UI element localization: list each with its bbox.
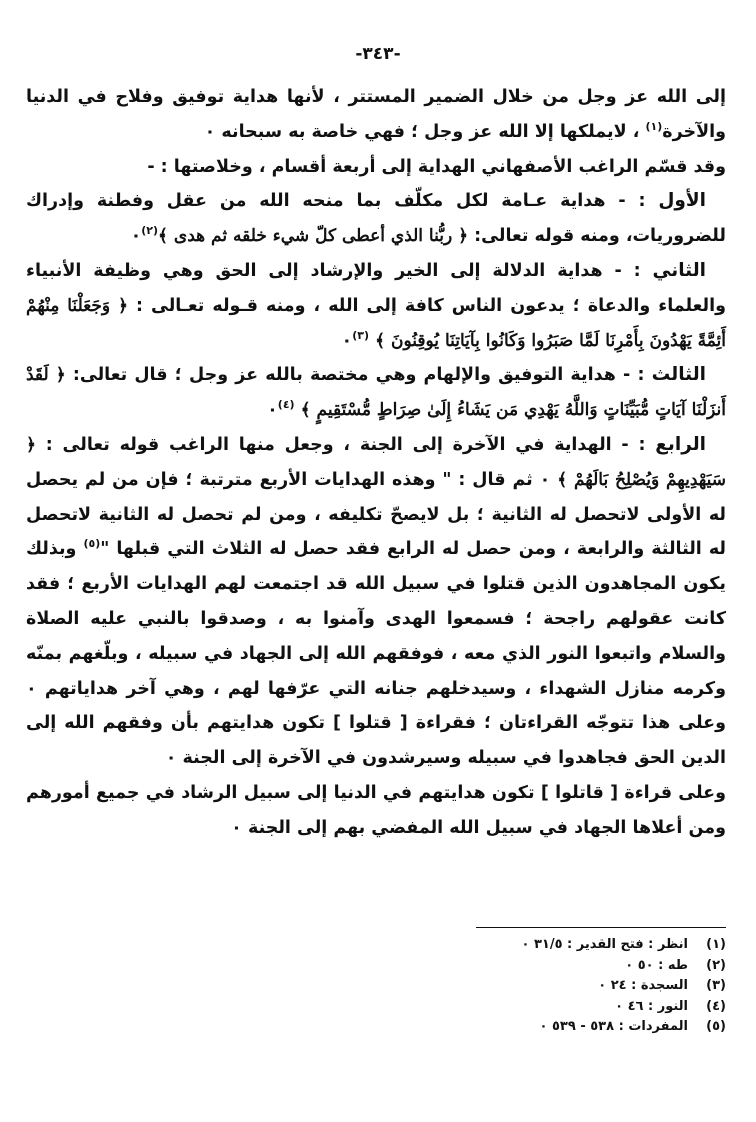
paragraph-text: ٠: [341, 330, 353, 351]
paragraph: [26, 184, 726, 254]
paragraph: [26, 428, 726, 776]
footnote-item: [126, 1017, 726, 1038]
footnote-item: [126, 976, 726, 997]
footnote-marker: (٤): [277, 398, 295, 412]
footnote-text: طه : ٥٠ ٠: [625, 957, 688, 973]
section-lead: الثاني: [652, 259, 706, 281]
paragraph-text: ، لايملكها إلا الله عز وجل ؛ فهي خاصة به سبحانه ٠: [204, 121, 646, 142]
paragraph: [26, 80, 726, 150]
quran-verse: ﴿ ربُّنا الذي أعطى كلّ شيء خلقه ثم هدى ﴾: [158, 226, 469, 247]
footnote-text: السجدة : ٢٤ ٠: [598, 978, 688, 993]
section-lead: الأول: [658, 190, 706, 212]
paragraph-text: : - هداية التوفيق والإلهام وهي مختصة بالله عز وجل ؛ قال تعالى:: [65, 365, 652, 386]
footnote-number: (٤): [706, 998, 726, 1014]
footnote-number: (١): [706, 937, 726, 952]
quran-verse: ﴿ سَيَهْدِيهِمْ وَيُصْلِحُ بَالَهُمْ ﴾: [26, 434, 726, 490]
paragraph: [26, 150, 726, 185]
paragraph-text: : - هداية عـامة لكل مكلّف بما منحه الله من عقل وفطنة وإدراك للضروريات، ومنه قوله تعالى:: [26, 191, 726, 247]
paragraph: [26, 358, 726, 428]
paragraph-text: وعلى قراءة [ قاتلوا ] تكون هدايتهم في الدنيا إلى سبيل الرشاد في جميع أمورهم ومن أعلاها الجهاد في سبيل الله المفضي بهم إلى الجنة ٠: [26, 782, 726, 838]
body-text: [26, 80, 726, 846]
section-lead: الرابع: [655, 433, 706, 455]
paragraph: [26, 254, 726, 358]
paragraph-text: ٠: [130, 226, 142, 247]
page-number: -٣٤٣-: [355, 44, 401, 64]
paragraph-text: وبذلك يكون المجاهدون الذين قتلوا في سبيل الله قد اجتمعت لهم الهدايات الأربع ؛ فقد كانت عقولهم راجحة ؛ فسمعوا الهدى وآمنوا به ، وصدقوا بالنبي عليه الصلاة والسلام واتبعوا النور الذي معه ، فوفقهم الله إلى الجهاد في سبيله ، وبلّغهم بمنّه وكرمه منازل الشهداء ، وسيدخلهم جنانه التي عرّفها لهم ، وهي آخر هداياتهم ٠ وعلى هذا تتوجّه القراءتان ؛ فقراءة [ قتلوا ] تكون هدايتهم بأن وفقهم الله إلى الدين الحق فجاهدوا في سبيله وسيرشدون في الآخرة إلى الجنة ٠: [26, 539, 726, 769]
paragraph-text: إلى الله عز وجل من خلال الضمير المستتر ، لأنها هداية توفيق وفلاح في الدنيا والآخرة: [26, 87, 726, 142]
footnote-number: (٥): [706, 1019, 726, 1034]
paragraph-text: ٠: [267, 400, 278, 421]
paragraph-text: : - الهداية في الآخرة إلى الجنة ، وجعل منها الراغب قوله تعالى :: [35, 434, 656, 455]
footnote-item: [126, 935, 726, 956]
quran-verse: ﴿ لَقَدْ أَنزَلْنَا آيَاتٍ مُّبَيِّنَاتٍ وَاللَّهُ يَهْدِي مَن يَشَاءُ إِلَىٰ صِرَاطٍ مُّسْتَقِيمٍ ﴾: [26, 365, 726, 421]
footnote-marker: (٥): [83, 537, 101, 551]
footnotes: [126, 935, 726, 1038]
footnote-item: [126, 956, 726, 977]
section-lead: الثالث: [651, 364, 706, 386]
footnote-marker: (٢): [141, 224, 159, 238]
footnote-divider: [476, 927, 726, 928]
paragraph: [26, 776, 726, 846]
footnote-marker: (٣): [352, 328, 370, 342]
footnote-text: النور : ٤٦ ٠: [615, 998, 688, 1014]
quran-verse: ﴿ وَجَعَلْنَا مِنْهُمْ أَئِمَّةً يَهْدُونَ بِأَمْرِنَا لَمَّا صَبَرُوا وَكَانُوا بِآيَاتِنَا يُوقِنُونَ ﴾: [26, 295, 726, 351]
footnote-text: انظر : فتح القدير : ٣١/٥ ٠: [521, 937, 688, 952]
footnote-number: (٢): [706, 957, 726, 973]
footnote-item: [126, 997, 726, 1018]
footnote-number: (٣): [706, 978, 726, 993]
paragraph-text: ٠ ثم قال : " وهذه الهدايات الأربع مترتبة ؛ فإن من لم يحصل له الأولى لاتحصل له الثانية ؛ بل لايصحّ تكليفه ، ومن لم تحصل له الثانية لاتحصل له الثالثة والرابعة ، ومن حصل له الرابع فقد حصل له الثلاث التي قبلها ": [26, 469, 726, 560]
paragraph-text: : - هداية الدلالة إلى الخير والإرشاد إلى الحق وهي وظيفة الأنبياء والعلماء والدعاة ؛ يدعون الناس كافة إلى الله ، ومنه قـوله تعـالى :: [26, 260, 727, 316]
footnote-text: المفردات : ٥٣٨ - ٥٣٩ ٠: [539, 1019, 688, 1034]
paragraph-text: وقد قسّم الراغب الأصفهاني الهداية إلى أربعة أقسام ، وخلاصتها : -: [147, 156, 726, 177]
footnote-marker: (١): [645, 119, 663, 133]
